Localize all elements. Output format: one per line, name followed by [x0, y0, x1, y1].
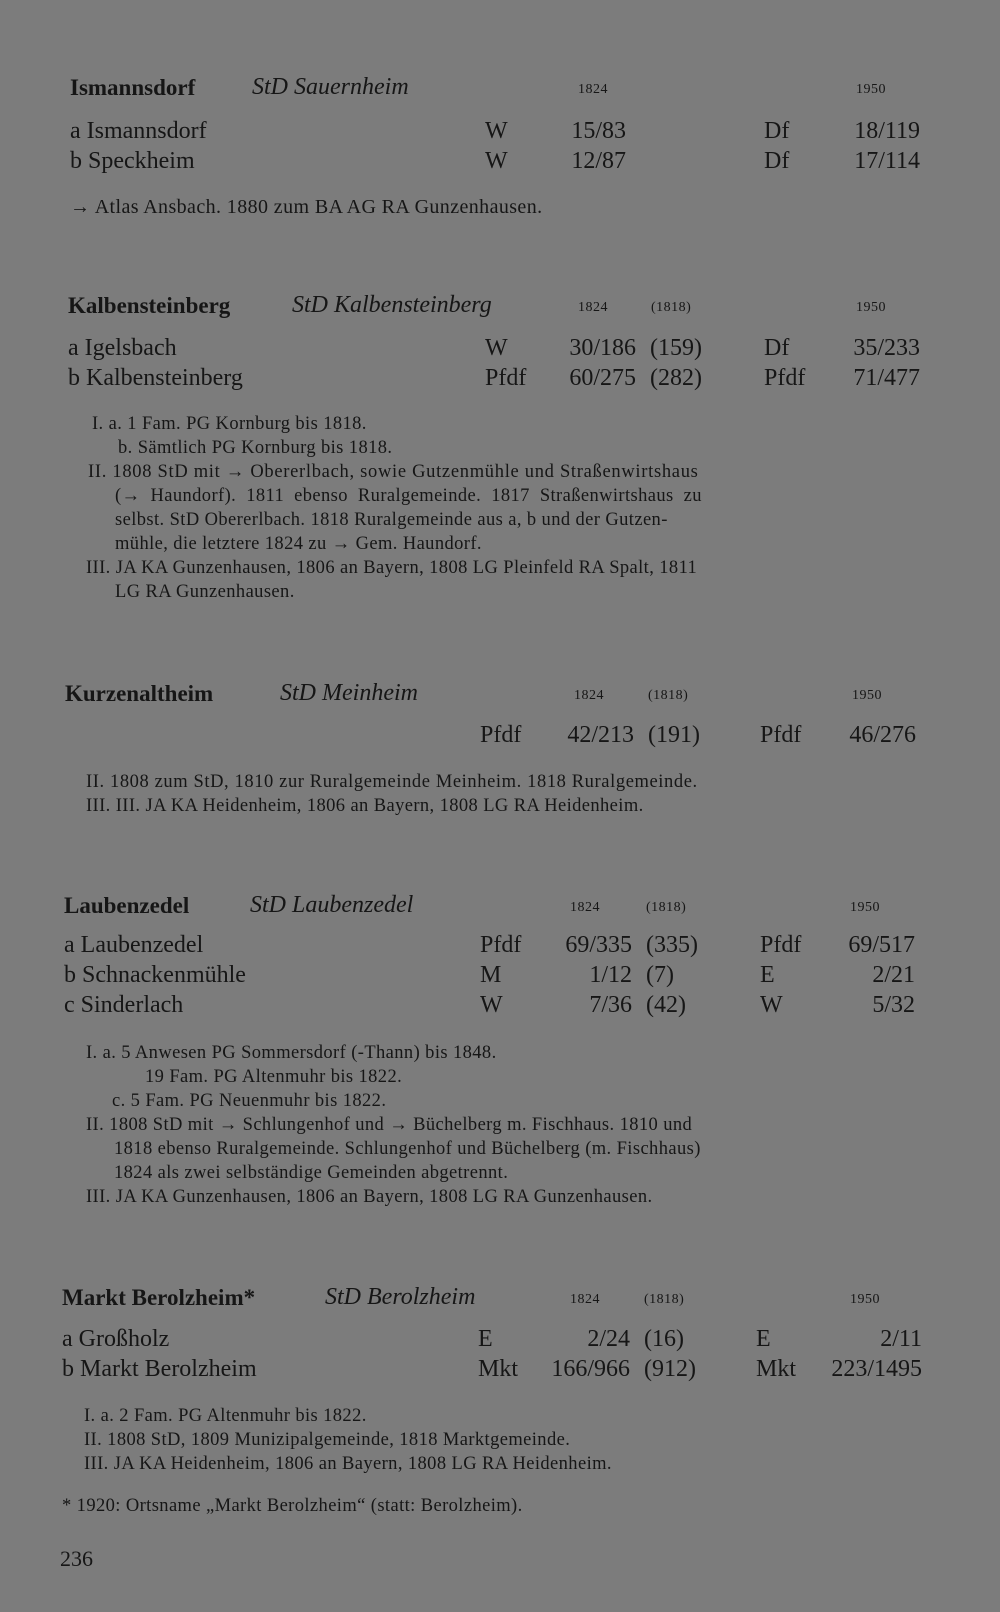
- entry-std: StD Sauernheim: [252, 74, 409, 100]
- type-1950: Pfdf: [760, 932, 802, 958]
- year-1818: (1818): [651, 300, 692, 315]
- note-line: 1824 als zwei selbständige Gemeinden abgetrennt.: [114, 1163, 509, 1183]
- type-1950: Pfdf: [760, 722, 802, 748]
- type-1824: W: [485, 118, 508, 144]
- entry-name: Kalbensteinberg: [68, 293, 231, 318]
- table-row: [0, 992, 1000, 1022]
- note-line: c. 5 Fam. PG Neuenmuhr bis 1822.: [112, 1091, 387, 1111]
- place-label: a Igelsbach: [68, 335, 177, 361]
- value-1950: 35/233: [853, 335, 920, 361]
- note-line: III. JA KA Gunzenhausen, 1806 an Bayern, 1808 LG Pleinfeld RA Spalt, 1811: [86, 558, 698, 578]
- entry-name: Kurzenaltheim: [65, 681, 214, 706]
- table-row: [0, 1326, 1000, 1356]
- value-1818: (191): [648, 722, 700, 748]
- value-1824: 69/335: [565, 932, 632, 958]
- year-1950: 1950: [856, 82, 886, 97]
- table-row: [0, 148, 1000, 178]
- note-line: LG RA Gunzenhausen.: [115, 582, 295, 602]
- value-1824: 60/275: [569, 365, 636, 391]
- note-line: II. 1808 zum StD, 1810 zur Ruralgemeinde Meinheim. 1818 Ruralgemeinde.: [86, 772, 698, 792]
- year-1818: (1818): [646, 900, 687, 915]
- type-1824: W: [485, 148, 508, 174]
- type-1824: Pfdf: [480, 932, 522, 958]
- type-1950: Df: [764, 148, 790, 174]
- value-1824: 7/36: [589, 992, 632, 1018]
- type-1950: E: [756, 1326, 771, 1352]
- place-label: b Markt Berolzheim: [62, 1356, 257, 1382]
- place-label: a Großholz: [62, 1326, 170, 1352]
- value-1824: 15/83: [571, 118, 626, 144]
- table-row: [0, 1356, 1000, 1386]
- note-line: 1818 ebenso Ruralgemeinde. Schlungenhof und Büchelberg (m. Fischhaus): [114, 1139, 701, 1159]
- year-1824: 1824: [570, 1292, 600, 1307]
- year-1950: 1950: [850, 1292, 880, 1307]
- entry-name: Markt Berolzheim*: [62, 1285, 256, 1310]
- table-row: [0, 962, 1000, 992]
- type-1824: W: [480, 992, 503, 1018]
- value-1950: 69/517: [848, 932, 915, 958]
- value-1824: 12/87: [571, 148, 626, 174]
- note-line: III. JA KA Heidenheim, 1806 an Bayern, 1808 LG RA Heidenheim.: [84, 1454, 612, 1474]
- value-1824: 1/12: [589, 962, 632, 988]
- type-1824: M: [480, 962, 502, 988]
- value-1818: (159): [650, 335, 702, 361]
- footnote: * 1920: Ortsname „Markt Berolzheim“ (statt: Berolzheim).: [62, 1496, 523, 1516]
- place-label: a Laubenzedel: [64, 932, 204, 958]
- year-1950: 1950: [852, 688, 882, 703]
- table-row: [0, 365, 1000, 395]
- year-1824: 1824: [574, 688, 604, 703]
- table-row: [0, 335, 1000, 365]
- note-line: II. 1808 StD mit → Obererlbach, sowie Gutzenmühle und Straßenwirtshaus: [88, 462, 699, 482]
- value-1824: 30/186: [569, 335, 636, 361]
- note-line: b. Sämtlich PG Kornburg bis 1818.: [118, 438, 393, 458]
- place-label: a Ismannsdorf: [70, 118, 207, 144]
- table-row: [0, 118, 1000, 148]
- entry-name: Laubenzedel: [64, 893, 190, 918]
- type-1950: E: [760, 962, 775, 988]
- note-line: (→ Haundorf). 1811 ebenso Ruralgemeinde. 1817 Straßenwirtshaus zu: [115, 486, 702, 506]
- value-1818: (7): [646, 962, 674, 988]
- value-1824: 166/966: [551, 1356, 630, 1382]
- type-1950: Mkt: [756, 1356, 797, 1382]
- year-1818: (1818): [644, 1292, 685, 1307]
- year-1950: 1950: [856, 300, 886, 315]
- note-line: II. 1808 StD, 1809 Munizipalgemeinde, 1818 Marktgemeinde.: [84, 1430, 571, 1450]
- page-number: 236: [60, 1546, 93, 1571]
- note-line: III. JA KA Gunzenhausen, 1806 an Bayern, 1808 LG RA Gunzenhausen.: [86, 1187, 653, 1207]
- note-line: II. 1808 StD mit → Schlungenhof und → Büchelberg m. Fischhaus. 1810 und: [86, 1115, 693, 1135]
- note-line: I. a. 2 Fam. PG Altenmuhr bis 1822.: [84, 1406, 367, 1426]
- place-label: b Kalbensteinberg: [68, 365, 243, 391]
- note-line: I. a. 1 Fam. PG Kornburg bis 1818.: [92, 414, 367, 434]
- value-1950: 2/11: [880, 1326, 922, 1352]
- value-1950: 5/32: [872, 992, 915, 1018]
- value-1818: (16): [644, 1326, 684, 1352]
- note-line: I. a. 5 Anwesen PG Sommersdorf (-Thann) bis 1848.: [86, 1043, 497, 1063]
- note-line: → Atlas Ansbach. 1880 zum BA AG RA Gunzenhausen.: [70, 196, 543, 218]
- value-1950: 17/114: [854, 148, 920, 174]
- type-1824: Pfdf: [480, 722, 522, 748]
- year-1824: 1824: [578, 300, 608, 315]
- type-1950: Df: [764, 335, 790, 361]
- value-1950: 223/1495: [831, 1356, 922, 1382]
- place-label: c Sinderlach: [64, 992, 184, 1018]
- note-line: 19 Fam. PG Altenmuhr bis 1822.: [145, 1067, 403, 1087]
- type-1824: E: [478, 1326, 493, 1352]
- type-1824: Mkt: [478, 1356, 519, 1382]
- year-1950: 1950: [850, 900, 880, 915]
- value-1824: 2/24: [587, 1326, 630, 1352]
- type-1950: Df: [764, 118, 790, 144]
- entry-std: StD Laubenzedel: [250, 892, 414, 918]
- value-1818: (335): [646, 932, 698, 958]
- table-row: [0, 932, 1000, 962]
- entry-std: StD Kalbensteinberg: [292, 292, 492, 318]
- value-1818: (42): [646, 992, 686, 1018]
- value-1950: 18/119: [854, 118, 920, 144]
- value-1950: 2/21: [872, 962, 915, 988]
- note-line: selbst. StD Obererlbach. 1818 Ruralgemeinde aus a, b und der Gutzen-: [115, 510, 668, 530]
- type-1950: W: [760, 992, 783, 1018]
- value-1818: (912): [644, 1356, 696, 1382]
- place-label: b Speckheim: [70, 148, 195, 174]
- place-label: b Schnackenmühle: [64, 962, 246, 988]
- value-1818: (282): [650, 365, 702, 391]
- note-line: III. III. JA KA Heidenheim, 1806 an Bayern, 1808 LG RA Heidenheim.: [86, 796, 644, 816]
- entry-name: Ismannsdorf: [70, 75, 196, 100]
- entry-std: StD Berolzheim: [325, 1284, 476, 1310]
- type-1824: W: [485, 335, 508, 361]
- year-1824: 1824: [578, 82, 608, 97]
- entry-std: StD Meinheim: [280, 680, 418, 706]
- table-row: [0, 722, 1000, 752]
- year-1824: 1824: [570, 900, 600, 915]
- year-1818: (1818): [648, 688, 689, 703]
- value-1950: 71/477: [853, 365, 920, 391]
- type-1950: Pfdf: [764, 365, 806, 391]
- note-line: mühle, die letztere 1824 zu → Gem. Haundorf.: [115, 534, 482, 554]
- value-1824: 42/213: [567, 722, 634, 748]
- type-1824: Pfdf: [485, 365, 527, 391]
- value-1950: 46/276: [849, 722, 916, 748]
